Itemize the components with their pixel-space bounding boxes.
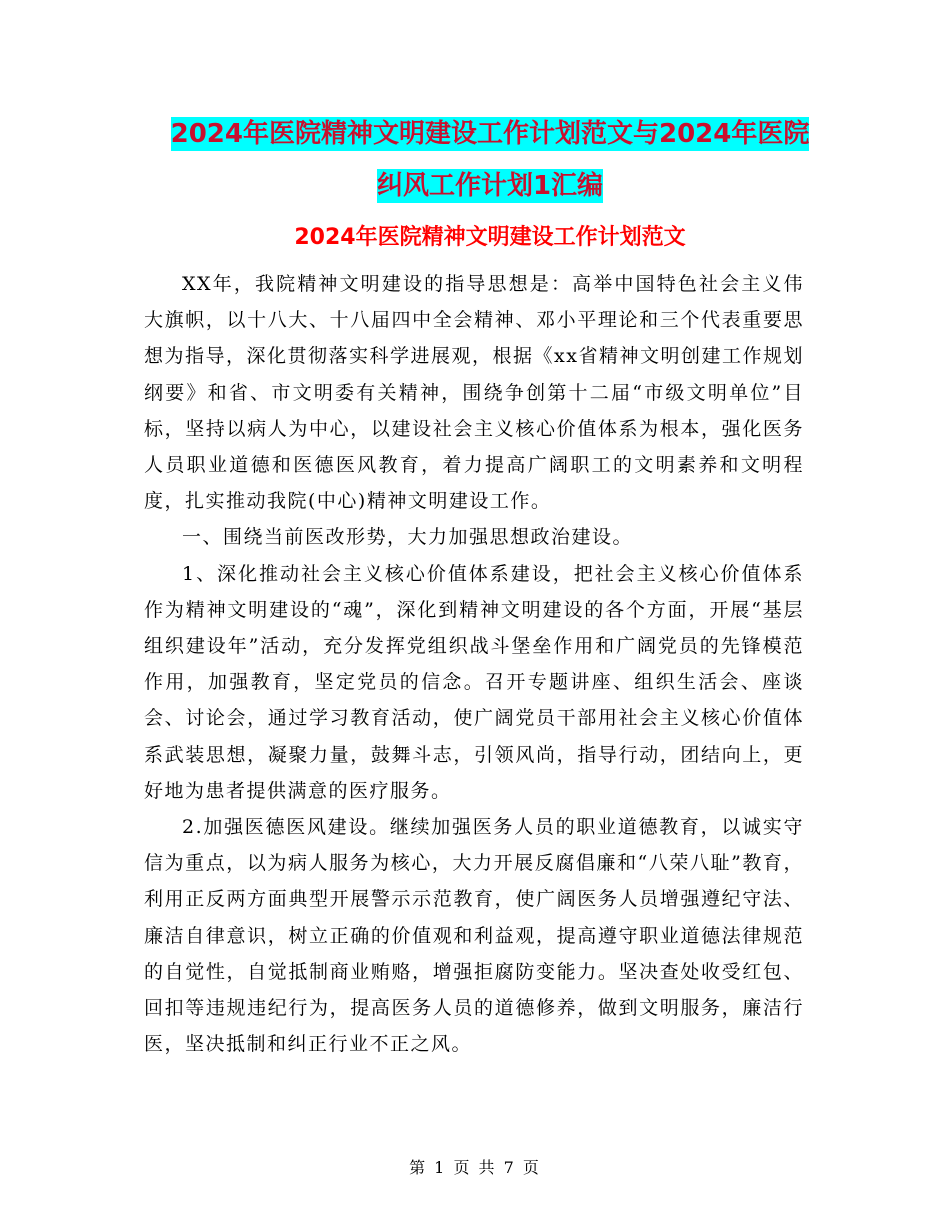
document-body [144,266,804,1062]
paragraph-item-1: 1、深化推动社会主义核心价值体系建设，把社会主义核心价值体系作为精神文明建设的“魂”，深化到精神文明建设的各个方面，开展“基层组织建设年”活动，充分发挥党组织战斗堡垒作用和广阔党员的先锋模范作用，加强教育，坚定党员的信念。召开专题讲座、组织生活会、座谈会、讨论会，通过学习教育活动，使广阔党员干部用社会主义核心价值体系武装思想，凝聚力量，鼓舞斗志，引领风尚，指导行动，团结向上，更好地为患者提供满意的医疗服务。 [144,562,804,802]
paragraph-heading-1: 一、围绕当前医改形势，大力加强思想政治建设。 [182,526,634,549]
paragraph-intro: XX年，我院精神文明建设的指导思想是：高举中国特色社会主义伟大旗帜，以十八大、十八届四中全会精神、邓小平理论和三个代表重要思想为指导，深化贯彻落实科学进展观，根据《xx省精神文明创建工作规划纲要》和省、市文明委有关精神，围绕争创第十二届“市级文明单位”目标，坚持以病人为中心，以建设社会主义核心价值体系为根本，强化医务人员职业道德和医德医风教育，着力提高广阔职工的文明素养和文明程度，扎实推动我院(中心)精神文明建设工作。 [144,273,804,513]
document-title-line-1: 2024年医院精神文明建设工作计划范文与2024年医院 [170,119,810,149]
document-title [140,108,840,212]
document-title-line-2: 纠风工作计划1汇编 [376,171,604,201]
section-title: 2024年医院精神文明建设工作计划范文 [294,225,686,250]
paragraph-item-2: 2.加强医德医风建设。继续加强医务人员的职业道德教育，以诚实守信为重点，以为病人服务为核心，大力开展反腐倡廉和“八荣八耻”教育，利用正反两方面典型开展警示示范教育，使广阔医务人员增强遵纪守法、廉洁自律意识，树立正确的价值观和利益观，提高遵守职业道德法律规范的自觉性，自觉抵制商业贿赂，增强拒腐防变能力。坚决查处收受红包、回扣等违规违纪行为，提高医务人员的道德修养，做到文明服务，廉洁行医，坚决抵制和纠正行业不正之风。 [144,816,804,1056]
page-footer: 第 1 页 共 7 页 [409,1158,541,1177]
